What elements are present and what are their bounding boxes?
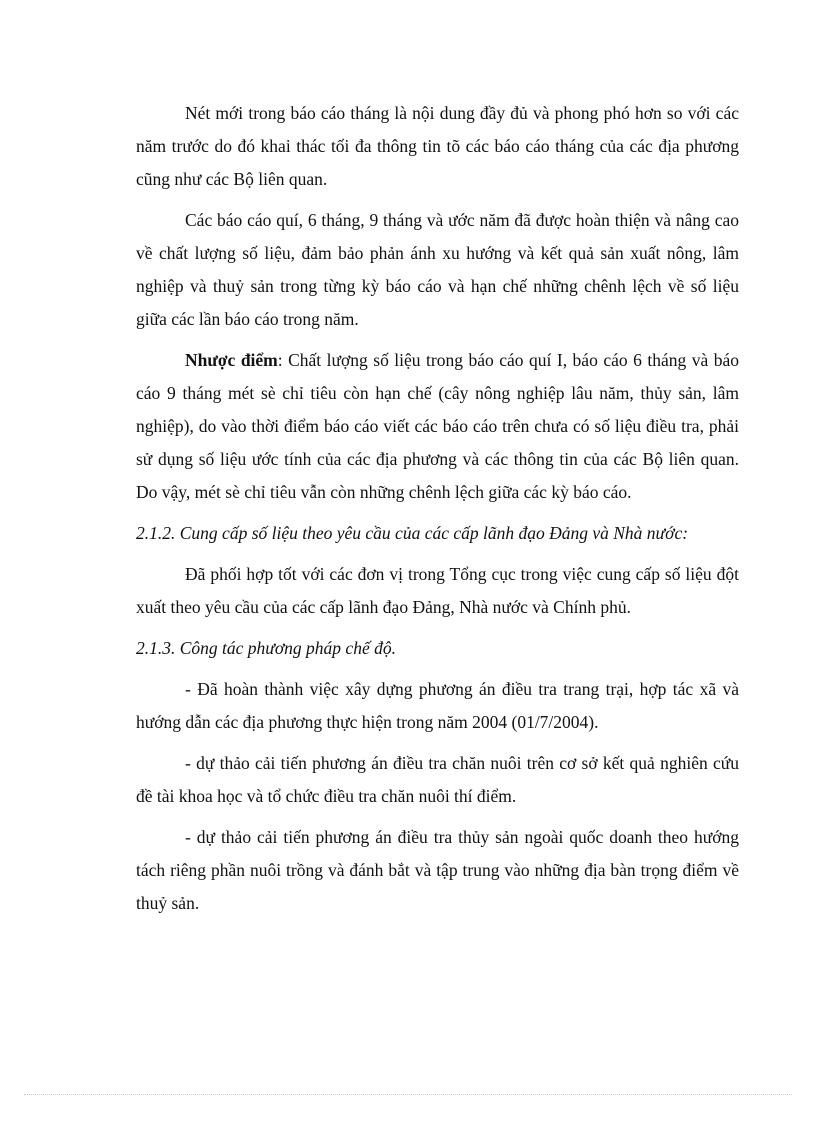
paragraph-data-supply: Đã phối hợp tốt với các đơn vị trong Tổng cục trong việc cung cấp số liệu đột xuất theo yêu cầu của các cấp lãnh đạo Đảng, Nhà nước và Chính phủ. — [136, 564, 739, 617]
paragraph-weakness — [136, 344, 739, 509]
section-heading-2-1-3: 2.1.3. Công tác phương pháp chế độ. — [136, 638, 396, 658]
section-heading-2-1-2: 2.1.2. Cung cấp số liệu theo yêu cầu của các cấp lãnh đạo Đảng và Nhà nước: — [136, 523, 689, 543]
bullet-item: - dự thảo cải tiến phương án điều tra thủy sản ngoài quốc doanh theo hướng tách riêng phần nuôi trồng và đánh bắt và tập trung vào những địa bàn trọng điểm về thuỷ sản. — [136, 827, 739, 913]
weakness-lead: Nhược điểm — [185, 350, 278, 370]
page-bottom-divider — [24, 1094, 792, 1095]
weakness-text: : Chất lượng số liệu trong báo cáo quí I, báo cáo 6 tháng và báo cáo 9 tháng mét sè chỉ tiêu còn hạn chế (cây nông nghiệp lâu năm, thủy sản, lâm nghiệp), do vào thời điểm báo cáo viết các báo cáo trên chưa có số liệu điều tra, phải sử dụng số liệu ước tính của các địa phương và các thông tin của các Bộ liên quan. Do vậy, mét sè chỉ tiêu vẫn còn những chênh lệch giữa các kỳ báo cáo. — [136, 350, 739, 502]
bullet-item: - Đã hoàn thành việc xây dựng phương án điều tra trang trại, hợp tác xã và hướng dẫn các địa phương thực hiện trong năm 2004 (01/7/2004). — [136, 679, 739, 732]
bullet-item: - dự thảo cải tiến phương án điều tra chăn nuôi trên cơ sở kết quả nghiên cứu đề tài khoa học và tổ chức điều tra chăn nuôi thí điểm. — [136, 753, 739, 806]
paragraph-monthly-report: Nét mới trong báo cáo tháng là nội dung đầy đủ và phong phó hơn so với các năm trước do đó khai thác tối đa thông tin tõ các báo cáo tháng của các địa phương cũng như các Bộ liên quan. — [136, 103, 739, 189]
document-page — [136, 97, 739, 928]
paragraph-quarterly-report: Các báo cáo quí, 6 tháng, 9 tháng và ước năm đã được hoàn thiện và nâng cao về chất lượng số liệu, đảm bảo phản ánh xu hướng và kết quả sản xuất nông, lâm nghiệp và thuỷ sản trong từng kỳ báo cáo và hạn chế những chênh lệch về số liệu giữa các lần báo cáo trong năm. — [136, 210, 739, 329]
